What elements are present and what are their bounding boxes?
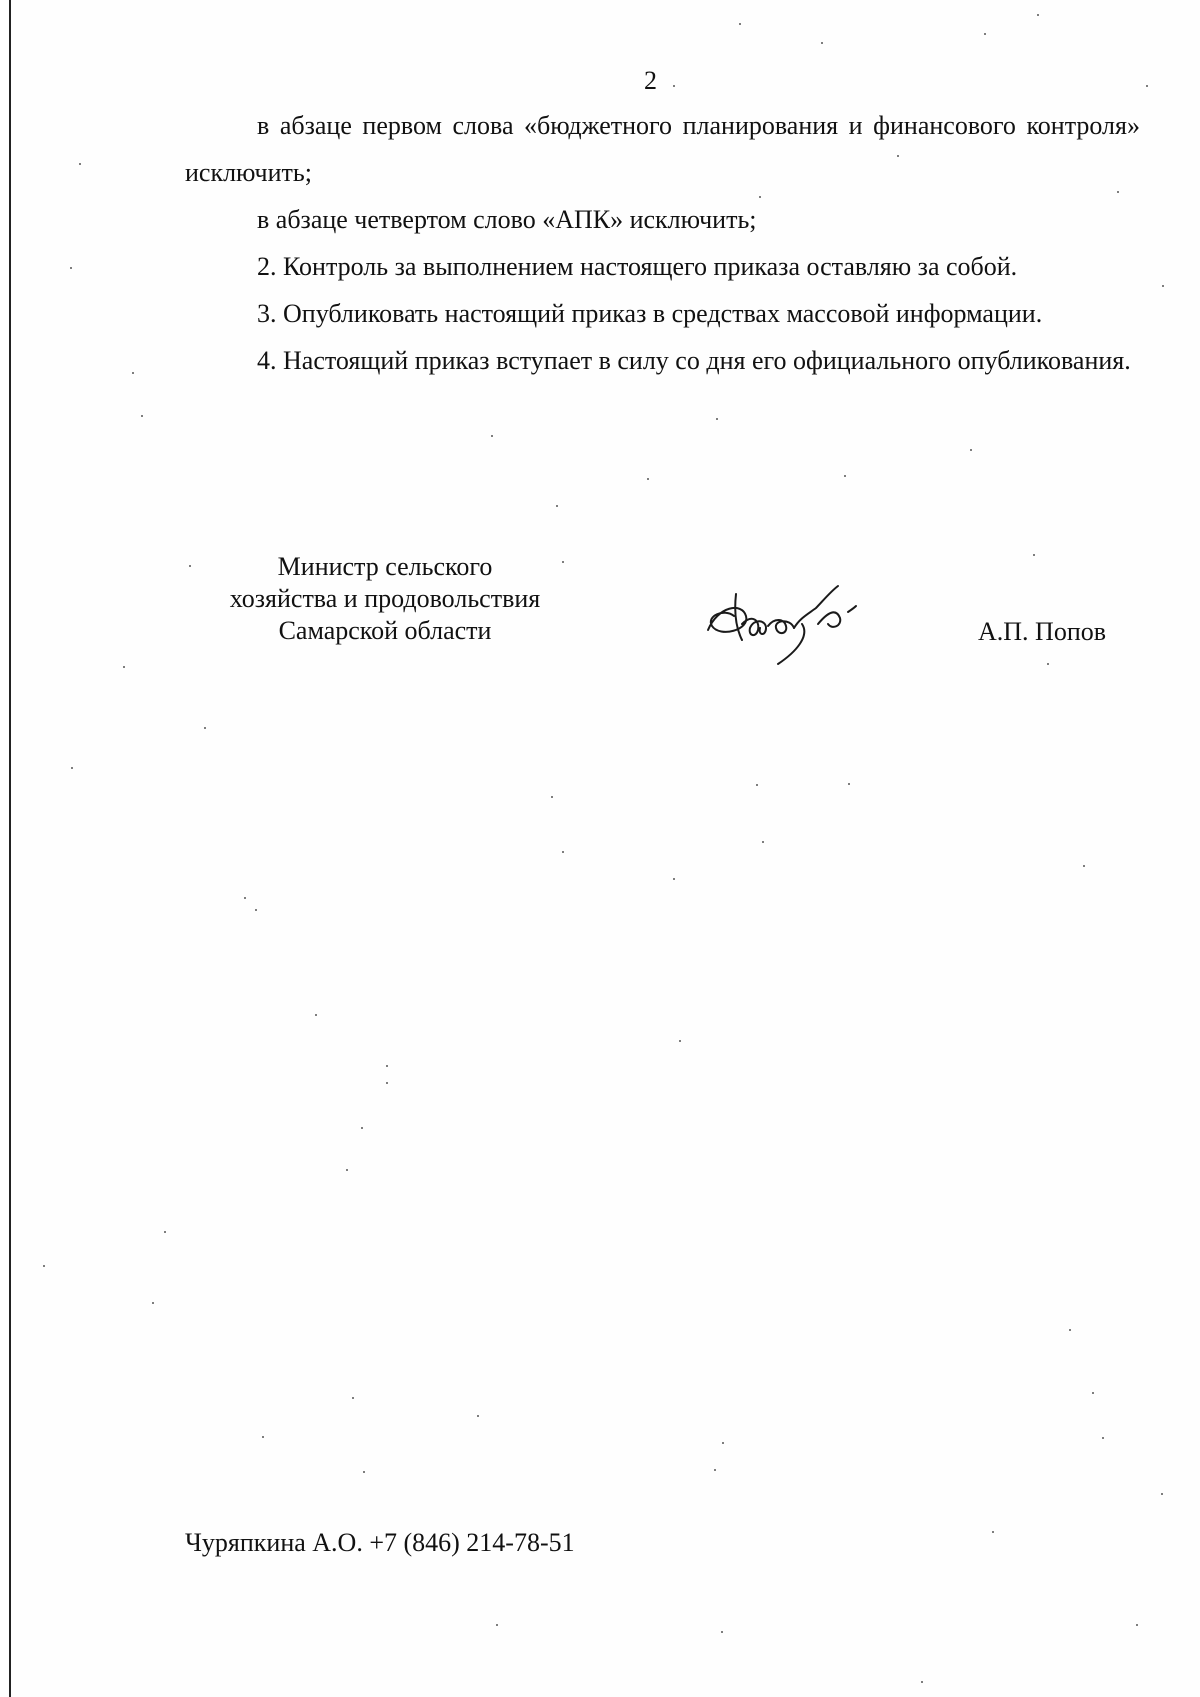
signer-position-line-3: Самарской области [278,616,492,645]
executor-contact: Чуряпкина А.О. +7 (846) 214-78-51 [185,1528,575,1557]
paragraph-3: 2. Контроль за выполнением настоящего приказа оставляю за собой. [257,252,1018,281]
signer-position [205,551,565,647]
signer-name: А.П. Попов [978,617,1107,646]
document-body [185,102,1140,384]
paragraph-5: 4. Настоящий приказ вступает в силу со дня его официального опубликования. [257,346,1131,375]
page-edge-line [9,0,11,1697]
signer-position-line-2: хозяйства и продовольствия [229,584,541,613]
page-number: 2 [644,66,657,95]
signer-position-line-1: Министр сельского [277,552,493,581]
paragraph-1: в абзаце первом слова «бюджетного планирования и финансового контроля» исключить; [185,111,1140,187]
paragraph-2: в абзаце четвертом слово «АПК» исключить; [257,205,757,234]
handwritten-signature [700,578,860,668]
paragraph-4: 3. Опубликовать настоящий приказ в средствах массовой информации. [257,299,1043,328]
